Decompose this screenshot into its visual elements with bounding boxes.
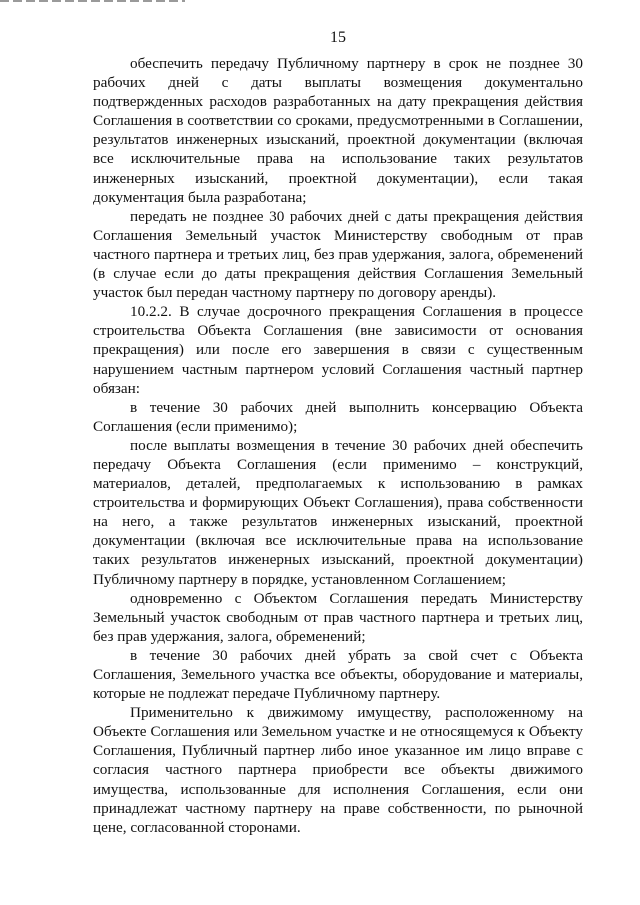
paragraph-remove-objects: в течение 30 рабочих дней убрать за свой счет с Объекта Соглашения, Земельного участка все объекты, оборудование и материалы, которые не подлежат передаче Публичному партнеру. [93, 646, 583, 703]
paragraph-transfer-design-docs: обеспечить передачу Публичному партнеру в срок не позднее 30 рабочих дней с даты выплаты возмещения документально подтвержденных расходов разработанных на дату прекращения действия Соглашения в соответствии со сроками, предусмотренными в Соглашении, результатов инженерных изысканий, проектной документации (включая все исключительные права на использование таких результатов инженерных изысканий, проектной документации), если такая документация была разработана; [93, 55, 583, 206]
paragraph-conservation: в течение 30 рабочих дней выполнить консервацию Объекта Соглашения (если применимо); [93, 398, 583, 435]
paragraph-movable-property: Применительно к движимому имуществу, расположенному на Объекте Соглашения или Земельном участке и не относящемуся к Объекту Соглашения, Публичный партнер либо иное указанное им лицо вправе с согласия частного партнера приобрести все объекты движимого имущества, использованные для исполнения Соглашения, если они принадлежат частному партнеру на праве собственности, по рыночной цене, согласованной сторонами. [93, 704, 583, 836]
document-page [93, 28, 583, 837]
paragraph-clause-10-2-2: 10.2.2. В случае досрочного прекращения Соглашения в процессе строительства Объекта Соглашения (вне зависимости от основания прекращения) или после его завершения в связи с существенным нарушением частным партнером условий Соглашения частный партнер обязан: [93, 303, 583, 397]
paragraph-transfer-object: после выплаты возмещения в течение 30 рабочих дней обеспечить передачу Объекта Соглашения (если применимо – конструкций, материалов, деталей, предполагаемых к использованию в рамках строительства и формирующих Объект Соглашения), права собственности на него, а также результатов инженерных изысканий, проектной документации (включая все исключительные права на использование таких результатов инженерных изысканий, проектной документации) Публичному партнеру в порядке, установленном Соглашением; [93, 436, 583, 588]
paragraph-transfer-land-plot: передать не позднее 30 рабочих дней с даты прекращения действия Соглашения Земельный участок Министерству свободным от прав частного партнера и третьих лиц, без прав удержания, залога, обременений (в случае если до даты прекращения действия Соглашения Земельный участок был передан частному партнеру по договору аренды). [93, 207, 583, 302]
page-number: 15 [330, 29, 346, 46]
document-body [93, 54, 583, 837]
scan-top-edge-line [0, 0, 185, 2]
paragraph-transfer-land-with-object: одновременно с Объектом Соглашения передать Министерству Земельный участок свободным от прав частного партнера и третьих лиц, без прав удержания, залога, обременений; [93, 589, 583, 645]
